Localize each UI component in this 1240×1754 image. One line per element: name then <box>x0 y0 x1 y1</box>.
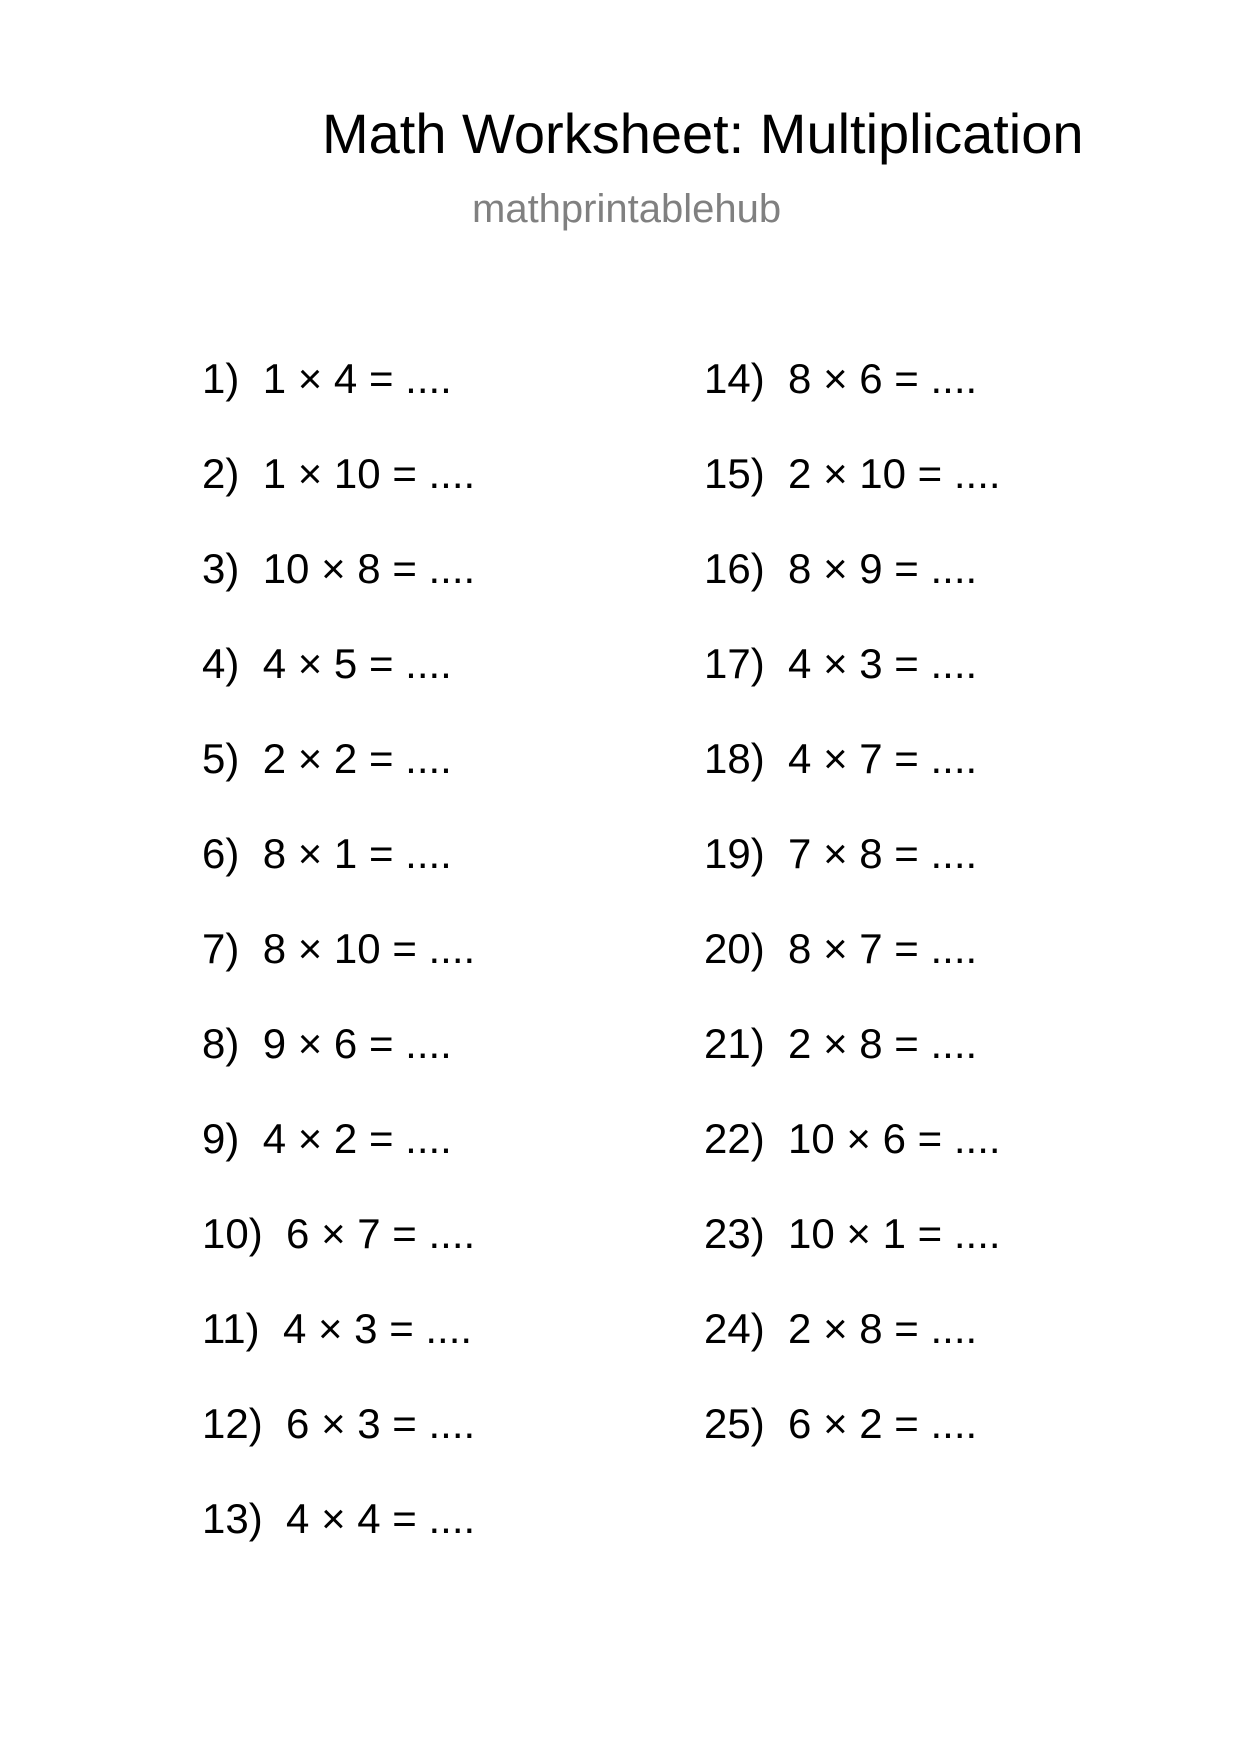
problem-number: 11) <box>202 1305 260 1352</box>
problem-item <box>202 1400 475 1495</box>
problem-expression: 2 × 8 = .... <box>788 1020 978 1067</box>
problem-number: 20) <box>704 925 765 972</box>
problem-number: 23) <box>704 1210 765 1257</box>
problem-number: 7) <box>202 925 240 972</box>
problem-item <box>704 1210 1001 1305</box>
problem-expression: 8 × 10 = .... <box>262 925 476 972</box>
problem-number: 21) <box>704 1020 765 1067</box>
worksheet-subtitle: mathprintablehub <box>472 187 782 231</box>
problem-expression: 6 × 7 = .... <box>286 1210 476 1257</box>
problem-item <box>202 830 475 925</box>
problem-number: 25) <box>704 1400 765 1447</box>
problem-number: 5) <box>202 735 240 782</box>
problem-item <box>202 640 475 735</box>
problem-item <box>704 640 1001 735</box>
problem-number: 2) <box>202 450 240 497</box>
problem-expression: 4 × 3 = .... <box>282 1305 473 1352</box>
problem-expression: 2 × 2 = .... <box>262 735 452 782</box>
problem-number: 3) <box>202 545 240 592</box>
problem-item <box>704 830 1001 925</box>
problem-item <box>704 355 1001 450</box>
problem-item <box>202 450 475 545</box>
problem-item <box>202 1305 475 1400</box>
problem-expression: 1 × 10 = .... <box>262 450 476 497</box>
problem-expression: 2 × 10 = .... <box>788 450 1001 497</box>
problem-expression: 1 × 4 = .... <box>262 355 452 402</box>
problem-expression: 10 × 6 = .... <box>788 1115 1001 1162</box>
problem-number: 9) <box>202 1115 240 1162</box>
problem-number: 10) <box>202 1210 263 1257</box>
problem-number: 8) <box>202 1020 240 1067</box>
problem-number: 12) <box>202 1400 263 1447</box>
problem-number: 1) <box>202 355 240 402</box>
problem-expression: 10 × 8 = .... <box>262 545 476 592</box>
problem-number: 18) <box>704 735 765 782</box>
problem-number: 4) <box>202 640 240 687</box>
problem-item <box>202 1115 475 1210</box>
problem-item <box>202 1495 475 1590</box>
problem-expression: 8 × 9 = .... <box>788 545 978 592</box>
problem-item <box>202 545 475 640</box>
problem-number: 13) <box>202 1495 263 1542</box>
problem-item <box>202 1210 475 1305</box>
problem-expression: 8 × 1 = .... <box>262 830 452 877</box>
problem-item <box>704 1400 1001 1495</box>
problem-number: 17) <box>704 640 765 687</box>
problem-expression: 4 × 5 = .... <box>262 640 452 687</box>
problem-expression: 6 × 2 = .... <box>788 1400 978 1447</box>
problem-item <box>704 1020 1001 1115</box>
right-problem-column <box>704 355 1001 1495</box>
problem-number: 16) <box>704 545 765 592</box>
problem-expression: 8 × 6 = .... <box>788 355 978 402</box>
problem-number: 24) <box>704 1305 765 1352</box>
problem-expression: 6 × 3 = .... <box>286 1400 476 1447</box>
problem-number: 6) <box>202 830 240 877</box>
problem-item <box>704 735 1001 830</box>
problem-expression: 7 × 8 = .... <box>788 830 978 877</box>
problem-item <box>202 1020 475 1115</box>
problem-expression: 4 × 4 = .... <box>286 1495 476 1542</box>
problem-expression: 4 × 3 = .... <box>788 640 978 687</box>
problem-item <box>704 925 1001 1020</box>
problem-number: 15) <box>704 450 765 497</box>
problem-number: 22) <box>704 1115 765 1162</box>
problem-item <box>704 545 1001 640</box>
worksheet-title: Math Worksheet: Multiplication <box>322 102 1084 165</box>
problem-expression: 4 × 7 = .... <box>788 735 978 782</box>
left-problem-column <box>202 355 475 1590</box>
problem-number: 14) <box>704 355 765 402</box>
problem-item <box>704 1305 1001 1400</box>
problem-item <box>202 355 475 450</box>
problem-item <box>704 1115 1001 1210</box>
problem-expression: 4 × 2 = .... <box>262 1115 452 1162</box>
problem-expression: 9 × 6 = .... <box>262 1020 452 1067</box>
problem-item <box>202 925 475 1020</box>
problem-expression: 2 × 8 = .... <box>788 1305 978 1352</box>
problem-item <box>202 735 475 830</box>
problem-expression: 8 × 7 = .... <box>788 925 978 972</box>
problem-item <box>704 450 1001 545</box>
problem-number: 19) <box>704 830 765 877</box>
problem-expression: 10 × 1 = .... <box>788 1210 1001 1257</box>
